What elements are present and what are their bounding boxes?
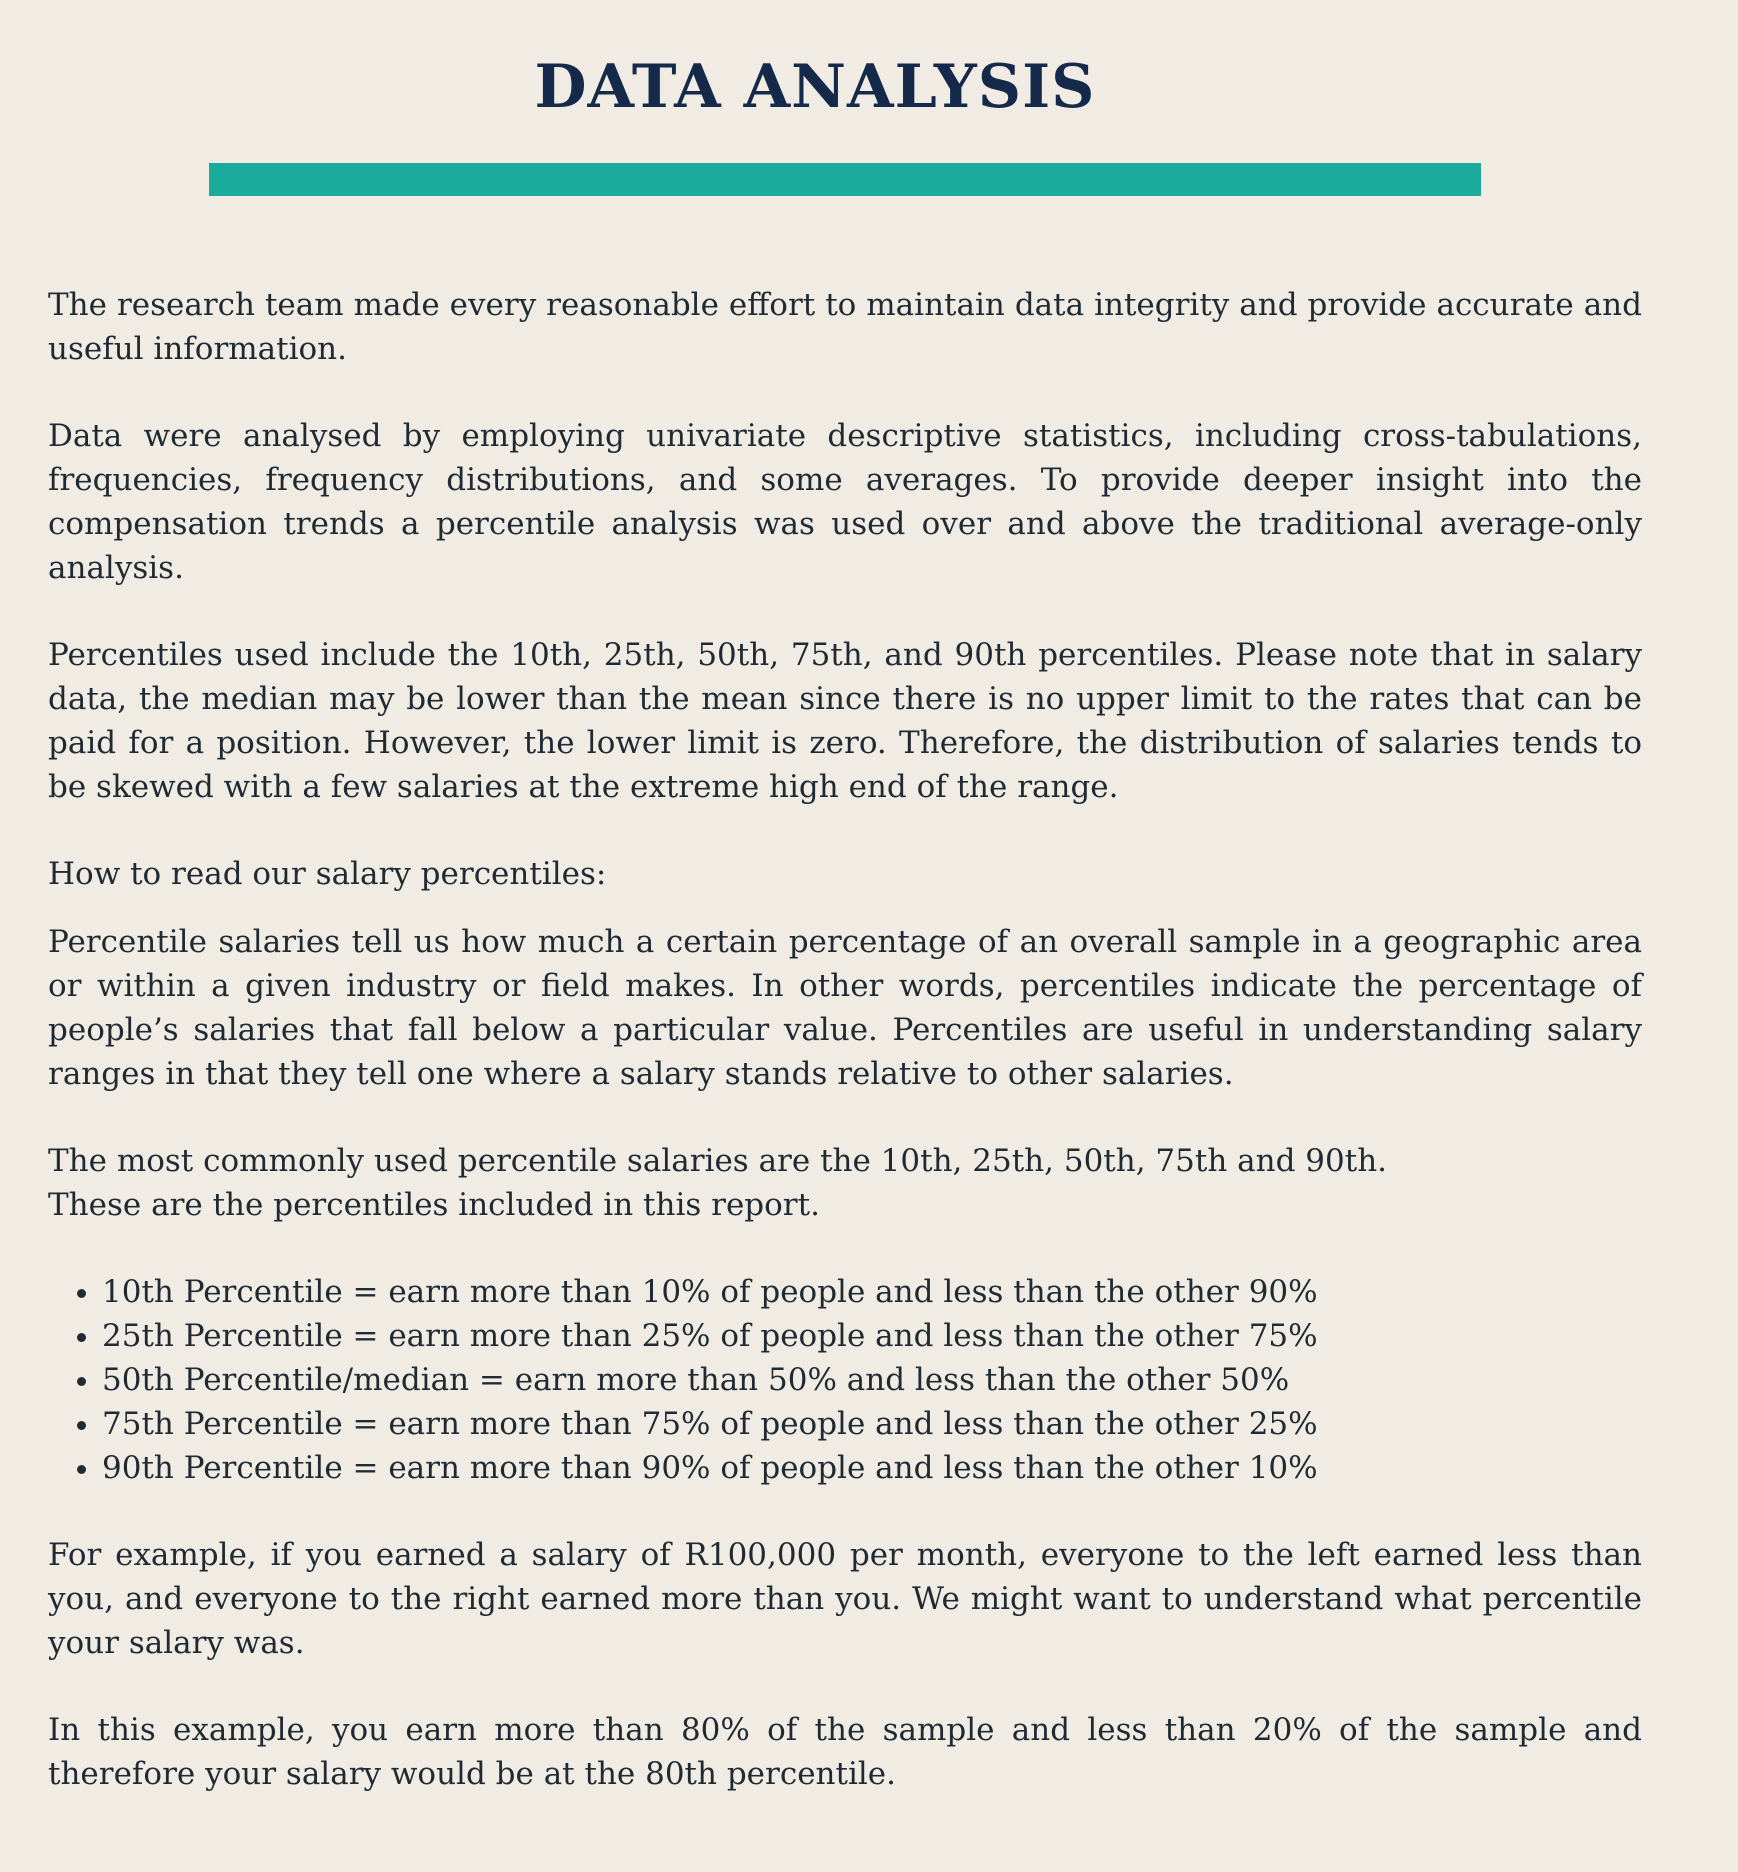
page-title: DATA ANALYSIS [534, 52, 1096, 122]
title-accent-bar [209, 163, 1481, 196]
paragraph-common-percentiles-line2: These are the percentiles included in this report. [48, 1187, 820, 1223]
bullet-90th-percentile: • 90th Percentile = earn more than 90% of people and less than the other 10% [102, 1446, 1642, 1490]
paragraph-percentile-explanation: Percentile salaries tell us how much a certain percentage of an overall sample in a geographic area or within a given industry or field makes. In other words, percentiles indicate the percentage of people’s salaries that fall below a particular value. Percentiles are useful in understanding salary ranges in that they tell one where a salary stands relative to other salaries. [48, 924, 1642, 1092]
paragraph-percentiles-used: Percentiles used include the 10th, 25th, 50th, 75th, and 90th percentiles. Please note that in salary data, the median may be lower than the mean since there is no upper limit to the rates that can be paid for a position. However, the lower limit is zero. Therefore, the distribution of salaries tends to be skewed with a few salaries at the extreme high end of the range. [48, 637, 1642, 805]
bullet-25th-percentile: • 25th Percentile = earn more than 25% of people and less than the other 75% [102, 1314, 1642, 1358]
document-body [48, 283, 1642, 1796]
bullet-50th-percentile: • 50th Percentile/median = earn more than 50% and less than the other 50% [102, 1358, 1642, 1402]
paragraph-methodology: Data were analysed by employing univariate descriptive statistics, including cross-tabulations, frequencies, frequency distributions, and some averages. To provide deeper insight into the compensation trends a percentile analysis was used over and above the traditional average-only analysis. [48, 418, 1642, 586]
percentile-bullet-list [48, 1270, 1642, 1490]
bullet-10th-percentile: • 10th Percentile = earn more than 10% of people and less than the other 90% [102, 1270, 1642, 1314]
paragraph-example: For example, if you earned a salary of R100,000 per month, everyone to the left earned less than you, and everyone to the right earned more than you. We might want to understand what percentile your salary was. [48, 1537, 1642, 1661]
bullet-75th-percentile: • 75th Percentile = earn more than 75% of people and less than the other 25% [102, 1402, 1642, 1446]
paragraph-data-integrity: The research team made every reasonable effort to maintain data integrity and provide accurate and useful information. [48, 287, 1642, 367]
paragraph-example-result: In this example, you earn more than 80% of the sample and less than 20% of the sample and therefore your salary would be at the 80th percentile. [48, 1712, 1642, 1792]
subheading-how-to-read: How to read our salary percentiles: [48, 856, 607, 892]
paragraph-common-percentiles-line1: The most commonly used percentile salaries are the 10th, 25th, 50th, 75th and 90th. [48, 1143, 1388, 1179]
